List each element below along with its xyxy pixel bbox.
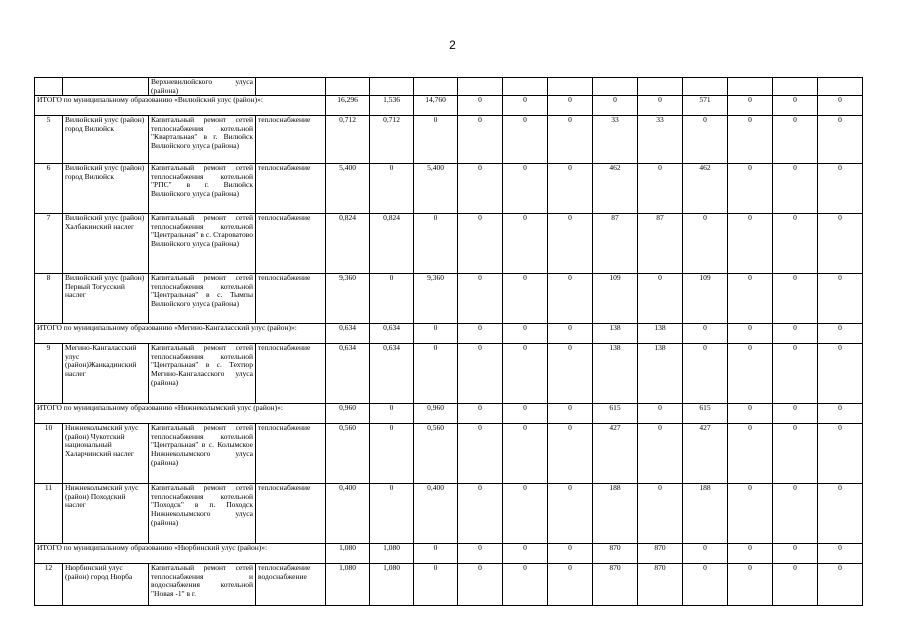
value-cell: 0,634 [326,324,370,344]
value-cell: 87 [638,214,683,274]
value-cell: 0 [773,324,818,344]
value-cell: 0,712 [326,116,370,164]
total-row [35,324,863,344]
row-type: теплоснабжение [256,116,326,164]
value-cell: 0 [638,424,683,484]
row-index: 8 [35,274,63,324]
value-cell: 0 [548,116,593,164]
value-cell: 0 [773,274,818,324]
row-type: теплоснабжение [256,484,326,544]
value-cell: 0 [773,214,818,274]
value-cell [458,78,503,96]
value-cell: 1,080 [370,544,414,564]
total-row [35,544,863,564]
value-cell: 615 [683,404,728,424]
value-cell: 0 [728,424,773,484]
value-cell: 0 [503,116,548,164]
value-cell: 870 [593,544,638,564]
table-row [35,214,863,274]
row-name: Капитальный ремонт сетей теплоснабжения котельной "Центральная" в с. Тымпы Вилюйского улуса (района) [149,274,256,324]
value-cell: 0 [728,164,773,214]
total-row [35,96,863,116]
value-cell: 0 [458,484,503,544]
value-cell: 0 [503,164,548,214]
value-cell: 0 [683,564,728,606]
value-cell: 188 [593,484,638,544]
value-cell: 0 [548,96,593,116]
value-cell: 0 [818,484,863,544]
value-cell: 0 [818,404,863,424]
total-label: ИТОГО по муниципальному образованию «Нюрбинский улус (район)»: [35,544,326,564]
row-index: 9 [35,344,63,404]
row-place: Нижнеколымский улус (район) Чукотский национальный Халарчинский наслег [63,424,149,484]
value-cell: 0 [503,214,548,274]
value-cell: 0 [503,544,548,564]
value-cell: 0 [458,424,503,484]
value-cell [818,78,863,96]
value-cell: 0 [683,324,728,344]
value-cell: 0 [414,116,458,164]
row-type [256,78,326,96]
value-cell [593,78,638,96]
value-cell: 462 [593,164,638,214]
value-cell: 571 [683,96,728,116]
value-cell [548,78,593,96]
value-cell: 0 [638,274,683,324]
value-cell: 0 [503,274,548,324]
value-cell: 870 [638,544,683,564]
value-cell: 0 [773,116,818,164]
value-cell: 1,080 [370,564,414,606]
value-cell: 0 [548,564,593,606]
table-row [35,116,863,164]
value-cell: 0 [728,214,773,274]
value-cell [683,78,728,96]
value-cell: 0 [548,214,593,274]
value-cell [638,78,683,96]
value-cell: 0 [818,424,863,484]
total-row [35,404,863,424]
value-cell: 0 [458,324,503,344]
row-name: Капитальный ремонт сетей теплоснабжения котельной "Центральная" в с. Техтюр Мегино-Кангаласского улуса (района) [149,344,256,404]
value-cell: 109 [593,274,638,324]
value-cell: 870 [638,564,683,606]
value-cell: 0 [458,404,503,424]
value-cell: 0 [818,564,863,606]
value-cell: 33 [638,116,683,164]
value-cell: 0 [728,344,773,404]
table-row [35,164,863,214]
value-cell: 9,360 [414,274,458,324]
value-cell: 0 [458,96,503,116]
value-cell [414,78,458,96]
value-cell: 0 [818,544,863,564]
value-cell: 0,712 [370,116,414,164]
value-cell: 0 [773,344,818,404]
total-label: ИТОГО по муниципальному образованию «Нижнеколымский улус (район)»: [35,404,326,424]
value-cell: 0 [370,404,414,424]
value-cell: 0 [414,564,458,606]
value-cell: 0 [728,484,773,544]
value-cell: 0 [728,564,773,606]
row-type: теплоснабжение [256,424,326,484]
value-cell: 0,560 [326,424,370,484]
value-cell: 0 [503,344,548,404]
value-cell: 0 [548,424,593,484]
value-cell: 0 [548,344,593,404]
value-cell: 0 [458,164,503,214]
table-row [35,274,863,324]
data-table [34,77,863,606]
value-cell: 0 [818,96,863,116]
row-index: 5 [35,116,63,164]
value-cell: 0 [818,344,863,404]
value-cell: 109 [683,274,728,324]
value-cell [326,78,370,96]
value-cell: 0,634 [370,344,414,404]
value-cell [728,78,773,96]
row-index: 11 [35,484,63,544]
value-cell: 138 [638,344,683,404]
row-name: Капитальный ремонт сетей теплоснабжения котельной "Квартальная" в г. Вилюйск Вилюйского улуса (района) [149,116,256,164]
value-cell: 0,960 [414,404,458,424]
row-index [35,78,63,96]
row-type: теплоснабжение водоснабжение [256,564,326,606]
value-cell: 0 [370,274,414,324]
value-cell: 870 [593,564,638,606]
row-name: Капитальный ремонт сетей теплоснабжения котельной "РПС" в г. Вилюйск Вилюйского улуса (района) [149,164,256,214]
value-cell: 0 [414,344,458,404]
value-cell: 0,824 [370,214,414,274]
total-label: ИТОГО по муниципальному образованию «Мегино-Кангаласский улус (район)»: [35,324,326,344]
value-cell: 0 [458,344,503,404]
row-index: 10 [35,424,63,484]
value-cell: 0 [773,404,818,424]
value-cell: 0 [638,404,683,424]
value-cell: 16,296 [326,96,370,116]
row-type: теплоснабжение [256,214,326,274]
value-cell: 462 [683,164,728,214]
value-cell: 0 [458,544,503,564]
value-cell: 1,536 [370,96,414,116]
table-row [35,484,863,544]
value-cell: 0 [728,544,773,564]
value-cell: 0 [683,116,728,164]
value-cell: 138 [593,324,638,344]
row-name: Верхневилюйского улуса (района) [149,78,256,96]
value-cell: 0 [728,116,773,164]
value-cell: 0 [503,96,548,116]
value-cell: 0 [548,404,593,424]
value-cell: 0 [503,404,548,424]
table-row [35,344,863,404]
value-cell: 0 [458,274,503,324]
value-cell: 0 [728,274,773,324]
row-index: 6 [35,164,63,214]
value-cell: 0,824 [326,214,370,274]
row-place: Вилюйский улус (район) город Вилюйск [63,164,149,214]
value-cell: 0 [548,484,593,544]
value-cell: 0,634 [326,344,370,404]
value-cell: 0 [548,274,593,324]
value-cell: 0 [414,324,458,344]
value-cell: 0 [370,424,414,484]
value-cell: 0 [503,324,548,344]
value-cell: 0 [683,214,728,274]
value-cell: 0 [773,544,818,564]
value-cell: 0 [503,424,548,484]
value-cell: 0 [414,544,458,564]
row-place: Мегино-Кангаласский улус (район)Жанкадинский наслег [63,344,149,404]
value-cell: 0 [773,96,818,116]
value-cell: 14,760 [414,96,458,116]
table-row [35,564,863,606]
value-cell: 138 [638,324,683,344]
value-cell: 138 [593,344,638,404]
value-cell: 0 [638,164,683,214]
row-name: Капитальный ремонт сетей теплоснабжения котельной "Центральная" в с. Колымское Нижнеколымского улуса (района) [149,424,256,484]
value-cell [370,78,414,96]
value-cell: 0 [773,164,818,214]
row-name: Капитальный ремонт сетей теплоснабжения и водоснабжения котельной "Новая -1" в г. [149,564,256,606]
value-cell: 0 [773,564,818,606]
table-body [35,78,863,606]
value-cell: 0 [773,484,818,544]
value-cell: 0 [503,484,548,544]
value-cell: 0 [818,164,863,214]
value-cell: 0 [728,404,773,424]
value-cell: 0 [548,324,593,344]
row-type: теплоснабжение [256,344,326,404]
value-cell: 0,560 [414,424,458,484]
value-cell: 0 [548,164,593,214]
value-cell: 0,634 [370,324,414,344]
value-cell [773,78,818,96]
value-cell [503,78,548,96]
value-cell: 0 [503,564,548,606]
row-name: Капитальный ремонт сетей теплоснабжения котельной "Походск" в п. Походск Нижнеколымского улуса (района) [149,484,256,544]
table-row [35,424,863,484]
value-cell: 0,400 [326,484,370,544]
row-index: 12 [35,564,63,606]
value-cell: 87 [593,214,638,274]
value-cell: 0 [728,324,773,344]
value-cell: 5,400 [414,164,458,214]
value-cell: 0 [683,344,728,404]
value-cell: 0 [683,544,728,564]
total-label: ИТОГО по муниципальному образованию «Вилюйский улус (район)»: [35,96,326,116]
value-cell: 0 [728,96,773,116]
value-cell: 5,400 [326,164,370,214]
value-cell: 0 [818,116,863,164]
value-cell: 0,960 [326,404,370,424]
value-cell: 427 [593,424,638,484]
value-cell: 615 [593,404,638,424]
table-row [35,78,863,96]
value-cell: 0 [638,96,683,116]
value-cell: 427 [683,424,728,484]
value-cell: 0 [593,96,638,116]
row-type: теплоснабжение [256,164,326,214]
row-name: Капитальный ремонт сетей теплоснабжения котельной "Центральная" в с. Староватово Вилюйского улуса (района) [149,214,256,274]
value-cell: 9,360 [326,274,370,324]
value-cell: 1,080 [326,544,370,564]
value-cell: 0 [818,214,863,274]
value-cell: 0 [773,424,818,484]
value-cell: 0 [548,544,593,564]
value-cell: 188 [683,484,728,544]
value-cell: 0 [818,324,863,344]
value-cell: 0,400 [414,484,458,544]
row-place: Нюрбинский улус (район) город Нюрба [63,564,149,606]
value-cell: 0 [370,164,414,214]
row-index: 7 [35,214,63,274]
row-place: Вилюйский улус (район) Халбакинский наслег [63,214,149,274]
value-cell: 0 [370,484,414,544]
value-cell: 1,080 [326,564,370,606]
value-cell: 0 [458,214,503,274]
row-place: Вилюйский улус (район) город Вилюйск [63,116,149,164]
value-cell: 0 [818,274,863,324]
row-place: Нижнеколымский улус (район) Походский наслег [63,484,149,544]
value-cell: 33 [593,116,638,164]
row-place: Вилюйский улус (район) Первый Тогусский наслег [63,274,149,324]
value-cell: 0 [458,564,503,606]
value-cell: 0 [458,116,503,164]
row-place [63,78,149,96]
page-number: 2 [449,38,456,52]
row-type: теплоснабжение [256,274,326,324]
value-cell: 0 [414,214,458,274]
value-cell: 0 [638,484,683,544]
